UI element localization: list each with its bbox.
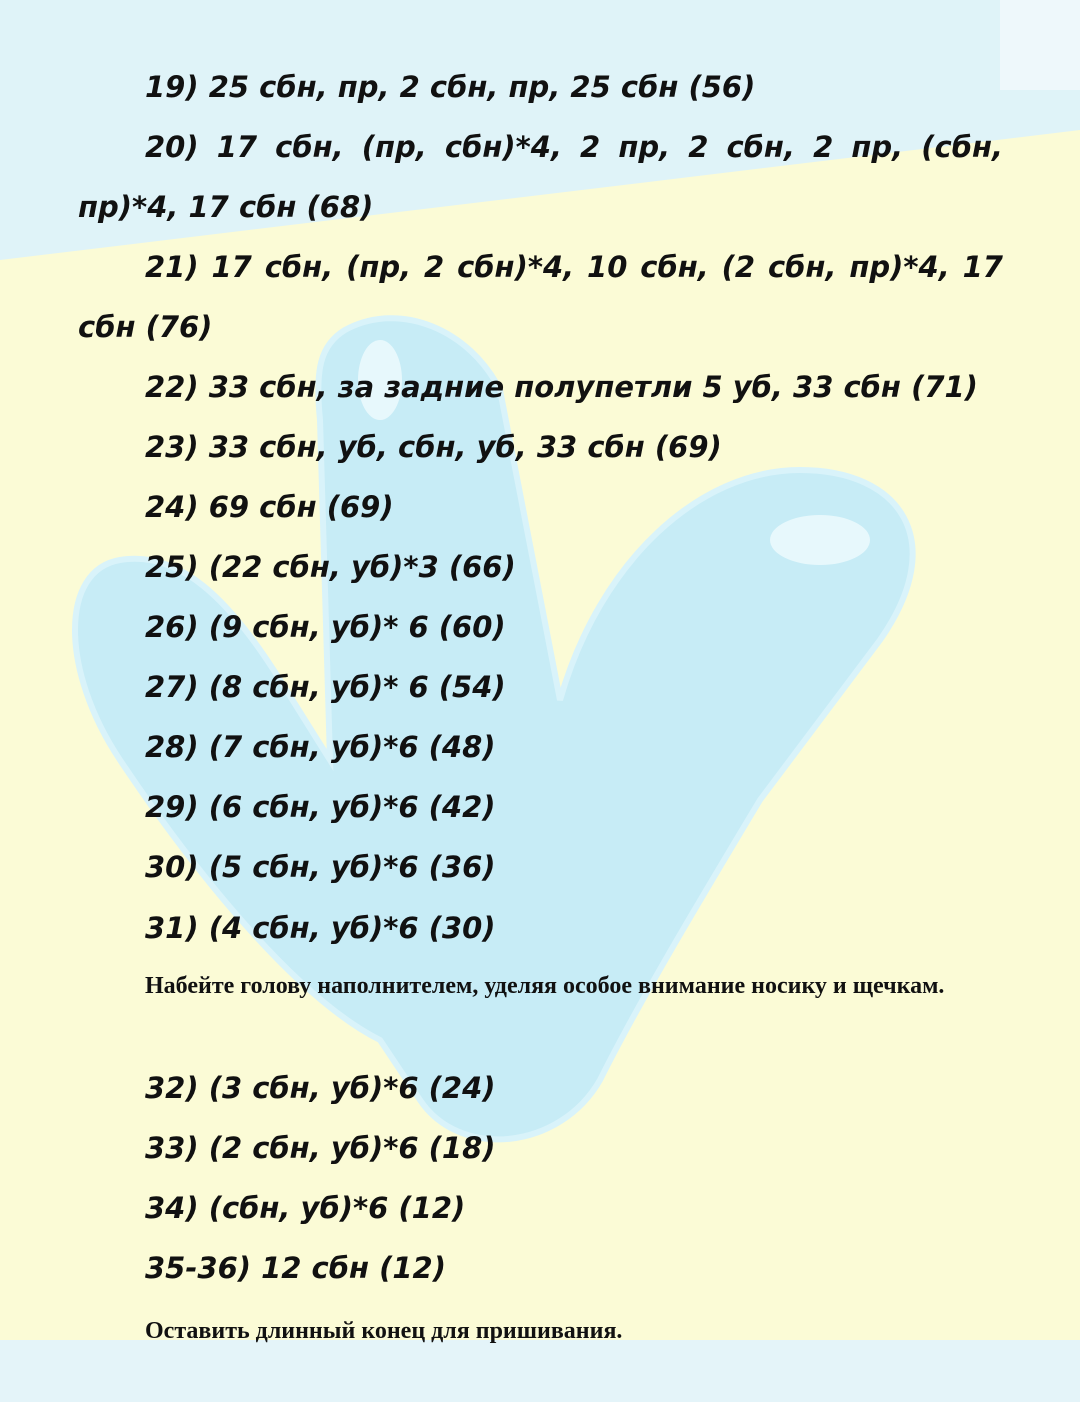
row-24: 24) 69 сбн (69) xyxy=(145,490,394,524)
row-32: 32) (3 сбн, уб)*6 (24) xyxy=(145,1071,496,1105)
row-21: 21) 17 сбн, (пр, 2 сбн)*4, 10 сбн, (2 сбн, пр)*4, 17 сбн (76) xyxy=(78,250,1003,344)
row-35-36: 35-36) 12 сбн (12) xyxy=(145,1251,446,1285)
row-30: 30) (5 сбн, уб)*6 (36) xyxy=(145,850,496,884)
row-29: 29) (6 сбн, уб)*6 (42) xyxy=(145,790,496,824)
row-34: 34) (сбн, уб)*6 (12) xyxy=(145,1191,466,1225)
row-26: 26) (9 сбн, уб)* 6 (60) xyxy=(145,610,506,644)
row-23: 23) 33 сбн, уб, сбн, уб, 33 сбн (69) xyxy=(145,430,722,464)
stuffing-note: Набейте голову наполнителем, уделяя особое внимание носику и щечкам. xyxy=(145,973,945,999)
row-20: 20) 17 сбн, (пр, сбн)*4, 2 пр, 2 сбн, 2 пр, (сбн, пр)*4, 17 сбн (68) xyxy=(78,130,1003,224)
row-33: 33) (2 сбн, уб)*6 (18) xyxy=(145,1131,496,1165)
final-note: Оставить длинный конец для пришивания. xyxy=(145,1318,623,1344)
row-28: 28) (7 сбн, уб)*6 (48) xyxy=(145,730,496,764)
row-27: 27) (8 сбн, уб)* 6 (54) xyxy=(145,670,506,704)
row-25: 25) (22 сбн, уб)*3 (66) xyxy=(145,550,516,584)
row-22: 22) 33 сбн, за задние полупетли 5 уб, 33 сбн (71) xyxy=(145,370,978,404)
row-31: 31) (4 сбн, уб)*6 (30) xyxy=(145,911,496,945)
row-19: 19) 25 сбн, пр, 2 сбн, пр, 25 сбн (56) xyxy=(145,70,756,104)
